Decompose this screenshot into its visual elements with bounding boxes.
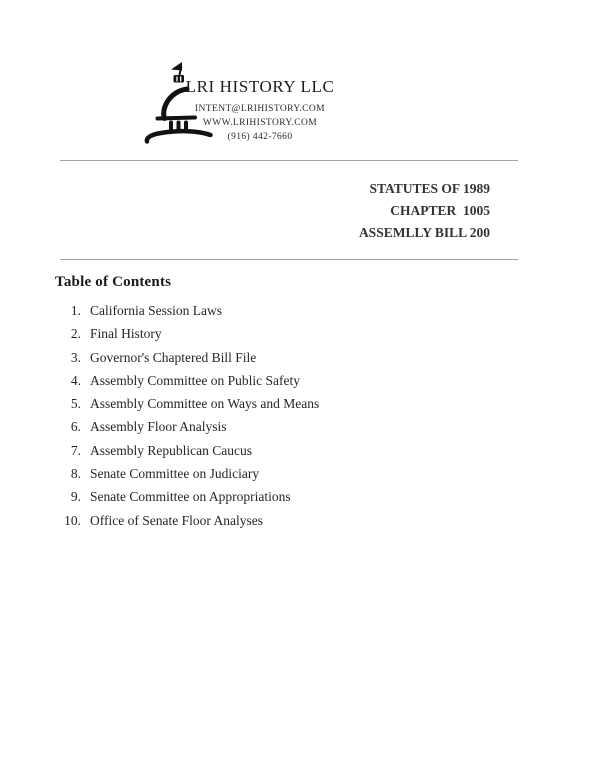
divider-top bbox=[60, 160, 518, 161]
toc-item bbox=[52, 350, 472, 366]
statutes-year-line: STATUTES OF 1989 bbox=[369, 181, 490, 196]
toc-item-number: 4. bbox=[70, 372, 81, 388]
company-name: LRI HISTORY LLC bbox=[185, 77, 335, 96]
toc-item-number: 5. bbox=[70, 396, 81, 412]
toc-item-number: 8. bbox=[70, 466, 81, 482]
company-email: INTENT@LRIHISTORY.COM bbox=[194, 104, 325, 114]
toc-item-number: 7. bbox=[70, 442, 81, 458]
toc-item-label: Assembly Floor Analysis bbox=[90, 419, 227, 435]
toc-item bbox=[52, 466, 472, 482]
toc-item-label: California Session Laws bbox=[90, 303, 222, 318]
toc-item bbox=[52, 443, 472, 459]
toc-item-label: Senate Committee on Judiciary bbox=[90, 466, 260, 482]
letterhead bbox=[175, 77, 345, 144]
toc-item bbox=[52, 396, 472, 412]
company-phone: (916) 442-7660 bbox=[227, 132, 293, 142]
toc-item-number: 10. bbox=[64, 512, 81, 528]
toc-item-number: 1. bbox=[70, 303, 81, 318]
toc-item bbox=[52, 489, 472, 505]
toc-list bbox=[52, 303, 472, 536]
chapter-line: CHAPTER 1005 bbox=[390, 203, 490, 218]
toc-item-number: 3. bbox=[70, 349, 81, 365]
toc-item bbox=[52, 419, 472, 435]
toc-item bbox=[52, 303, 472, 319]
toc-title: Table of Contents bbox=[55, 274, 172, 290]
toc-item-label: Governor's Chaptered Bill File bbox=[90, 349, 257, 365]
toc-item-number: 6. bbox=[70, 419, 81, 435]
toc-item-number: 2. bbox=[70, 326, 81, 342]
statute-reference-block bbox=[0, 178, 490, 244]
divider-bottom bbox=[60, 259, 518, 260]
toc-item-label: Assembly Committee on Public Safety bbox=[90, 372, 300, 388]
toc-item bbox=[52, 373, 472, 389]
toc-item-number: 9. bbox=[70, 489, 81, 505]
toc-item-label: Assembly Republican Caucus bbox=[90, 442, 252, 458]
toc-item bbox=[52, 513, 472, 529]
bill-line: ASSEMLLY BILL 200 bbox=[358, 225, 490, 240]
toc-item-label: Assembly Committee on Ways and Means bbox=[90, 396, 320, 412]
toc-item-label: Office of Senate Floor Analyses bbox=[90, 512, 263, 528]
toc-item bbox=[52, 326, 472, 342]
toc-item-label: Final History bbox=[90, 326, 162, 342]
company-website: WWW.LRIHISTORY.COM bbox=[202, 118, 318, 128]
toc-item-label: Senate Committee on Appropriations bbox=[90, 489, 291, 505]
